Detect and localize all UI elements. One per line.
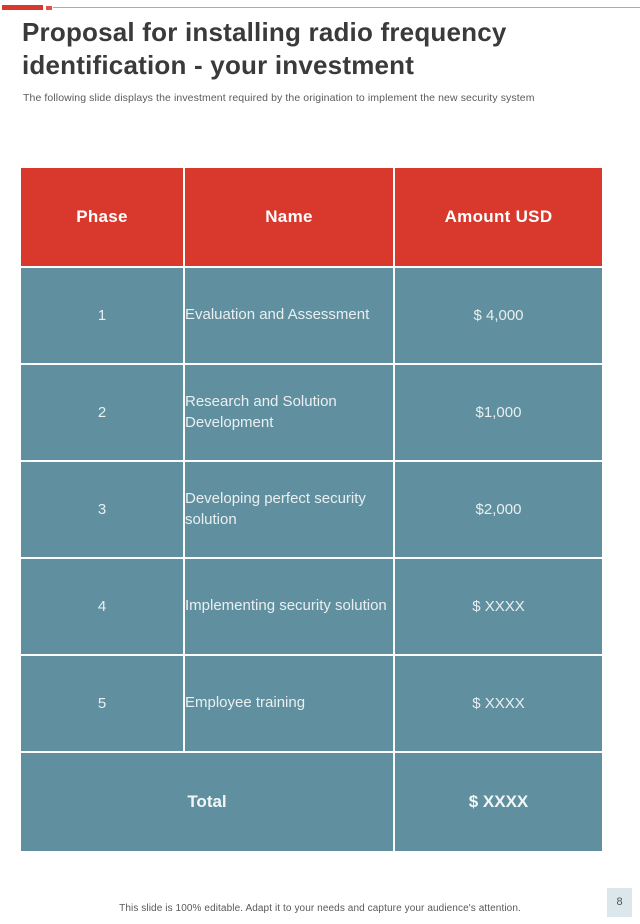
table-row: [21, 268, 602, 365]
top-divider-line: [53, 7, 640, 8]
amount-cell: $2,000: [395, 462, 602, 559]
title-accent-bar: [2, 5, 43, 10]
total-label: Total: [21, 753, 395, 851]
phase-cell: 1: [21, 268, 185, 365]
investment-table: [21, 168, 602, 851]
name-cell: Evaluation and Assessment: [185, 268, 395, 365]
phase-cell: 5: [21, 656, 185, 753]
column-header-name: Name: [185, 168, 395, 268]
phase-cell: 3: [21, 462, 185, 559]
page-subtitle: The following slide displays the investment required by the origination to implement the new security system: [23, 92, 535, 104]
amount-cell: $ XXXX: [395, 656, 602, 753]
page-title: Proposal for installing radio frequency identification - your investment: [22, 17, 507, 81]
footer-note: This slide is 100% editable. Adapt it to your needs and capture your audience's attention.: [119, 903, 521, 914]
table-total-row: [21, 753, 602, 851]
name-cell: Developing perfect security solution: [185, 462, 395, 559]
name-cell: Employee training: [185, 656, 395, 753]
page-number-badge: 8: [607, 888, 632, 917]
phase-cell: 4: [21, 559, 185, 656]
column-header-phase: Phase: [21, 168, 185, 268]
name-cell: Research and Solution Development: [185, 365, 395, 462]
amount-cell: $1,000: [395, 365, 602, 462]
table-header-row: [21, 168, 602, 268]
amount-cell: $ 4,000: [395, 268, 602, 365]
total-amount: $ XXXX: [395, 753, 602, 851]
name-cell: Implementing security solution: [185, 559, 395, 656]
table-row: [21, 559, 602, 656]
table-row: [21, 365, 602, 462]
table-row: [21, 656, 602, 753]
amount-cell: $ XXXX: [395, 559, 602, 656]
table-row: [21, 462, 602, 559]
column-header-amount: Amount USD: [395, 168, 602, 268]
phase-cell: 2: [21, 365, 185, 462]
title-accent-dot: [46, 6, 52, 10]
